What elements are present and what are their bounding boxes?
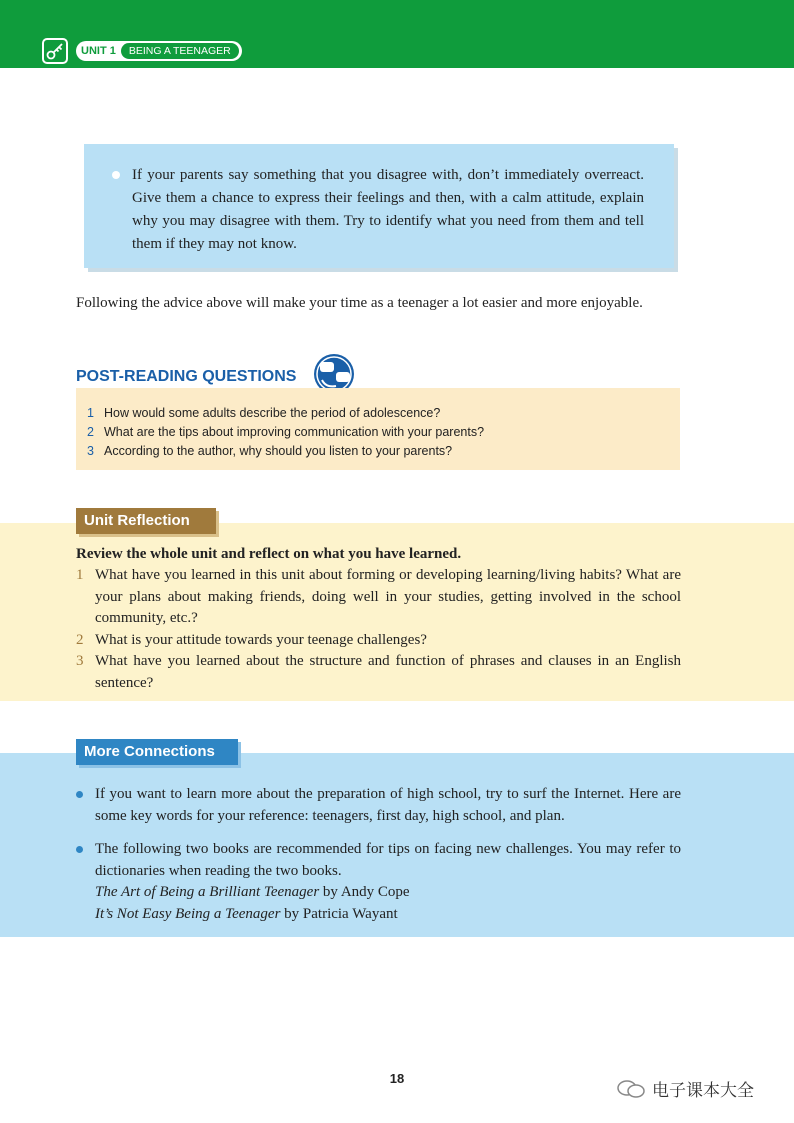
tip-box — [84, 144, 674, 268]
more-connections-list — [76, 784, 681, 937]
unit-header-bar — [0, 0, 794, 68]
reflection-item — [76, 630, 681, 652]
reflection-number: 2 — [76, 631, 84, 648]
question-text: What are the tips about improving communication with your parents? — [104, 425, 485, 439]
question-number: 1 — [87, 406, 94, 420]
connection-item — [76, 784, 681, 827]
reflection-text: What have you learned about the structure and function of phrases and clauses in an English sentence? — [95, 653, 681, 691]
unit-reflection-tag: Unit Reflection — [76, 508, 216, 534]
book-entry — [95, 904, 681, 926]
unit-title: BEING A TEENAGER — [121, 43, 239, 59]
reflection-number: 3 — [76, 653, 84, 669]
question-number: 2 — [87, 425, 94, 439]
unit-pill — [76, 41, 242, 61]
tip-text: If your parents say something that you disagree with, don’t immediately overreact. Give them a chance to express their feelings and then, with a calm attitude, explain why you may disagree with them. Try to identify what you need from them and tell them if they may not know. — [132, 167, 644, 252]
connection-text: If you want to learn more about the preparation of high school, try to surf the Internet. Here are some key words for your reference: teenagers, first day, high school, and plan. — [95, 786, 681, 824]
key-icon — [42, 38, 68, 64]
question-number: 3 — [87, 444, 94, 458]
reflection-item — [76, 565, 681, 630]
connection-text: The following two books are recommended for tips on facing new challenges. You may refer to dictionaries when reading the two books. — [95, 841, 681, 879]
more-connections-tag: More Connections — [76, 739, 238, 765]
question-item — [87, 404, 680, 423]
book-author: by Patricia Wayant — [280, 905, 398, 922]
question-item — [87, 423, 680, 442]
following-sentence: Following the advice above will make your time as a teenager a lot easier and more enjoyable. — [76, 295, 643, 311]
brand-watermark — [616, 1076, 754, 1101]
bullet-icon — [76, 846, 83, 853]
wechat-icon — [616, 1079, 646, 1099]
reflection-number: 1 — [76, 567, 84, 583]
brand-text: 电子课本大全 — [652, 1081, 754, 1101]
book-title: It’s Not Easy Being a Teenager — [95, 905, 281, 922]
reflection-text: What is your attitude towards your teenage challenges? — [95, 631, 427, 648]
bullet-icon — [76, 791, 83, 798]
question-item — [87, 442, 680, 461]
reflection-item — [76, 651, 681, 694]
reflection-list — [76, 565, 681, 694]
unit-label: UNIT 1 — [81, 45, 116, 57]
question-text: How would some adults describe the period of adolescence? — [104, 406, 441, 420]
question-text: According to the author, why should you listen to your parents? — [104, 444, 453, 458]
book-entry — [95, 882, 681, 904]
tip-item — [112, 164, 644, 256]
post-reading-title: POST-READING QUESTIONS — [76, 368, 297, 385]
connection-item — [76, 839, 681, 925]
bullet-icon — [112, 171, 120, 179]
book-author: by Andy Cope — [319, 884, 410, 900]
connection-text-block — [95, 839, 681, 925]
post-reading-box — [76, 388, 680, 470]
reflection-intro: Review the whole unit and reflect on what you have learned. — [76, 546, 462, 562]
page-number: 18 — [389, 1071, 405, 1086]
reflection-text: What have you learned in this unit about forming or developing learning/living habits? What are your plans about making friends, doing well in your studies, getting involved in the school community, etc.? — [95, 567, 681, 626]
book-title: The Art of Being a Brilliant Teenager — [95, 884, 320, 900]
